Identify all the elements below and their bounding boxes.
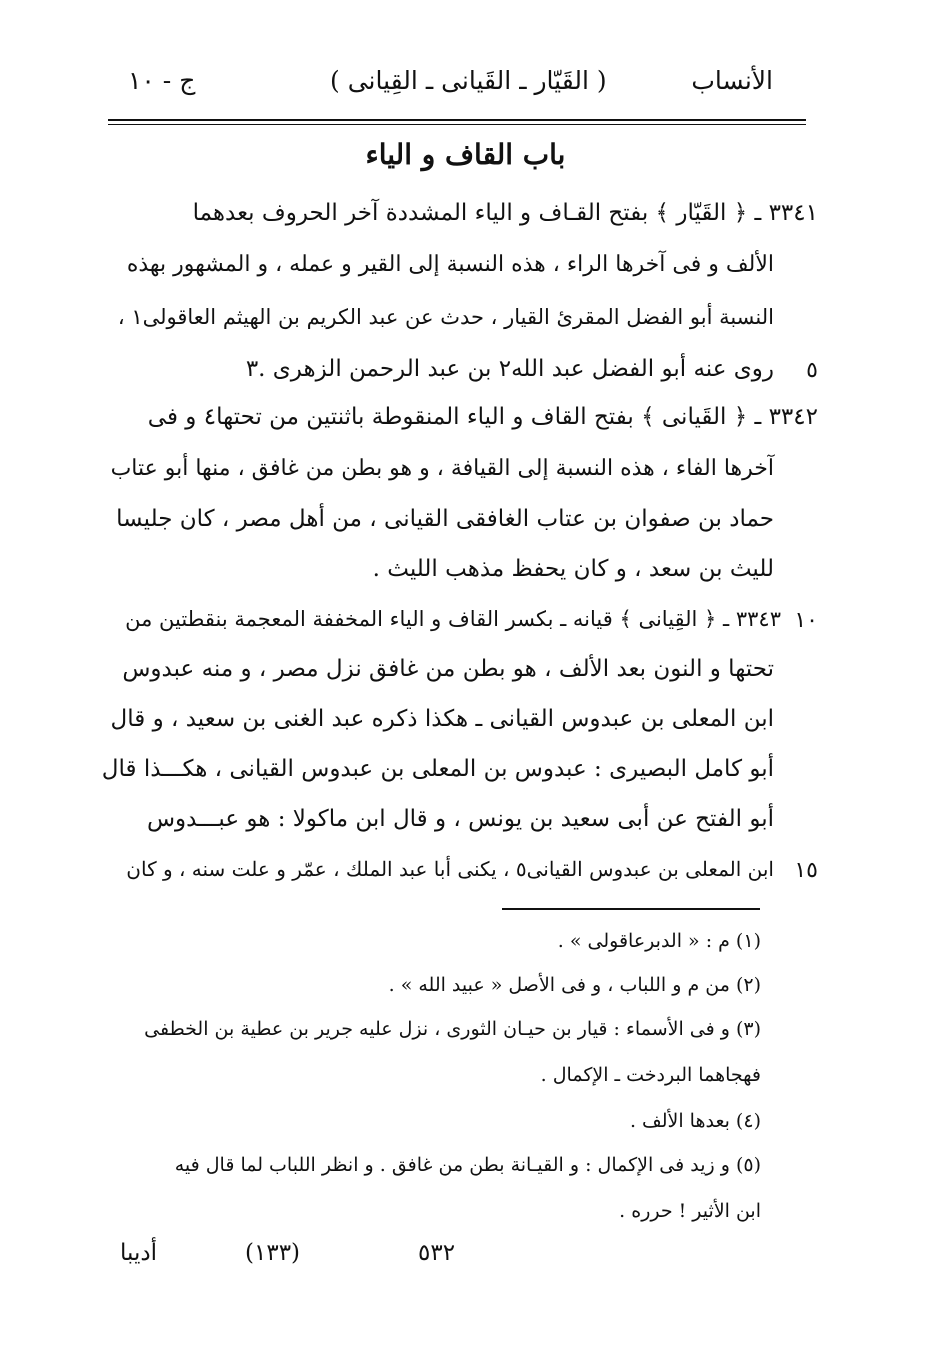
entry-3343-line-1: ٣٣٤٣ ـ ﴿ القِيانى ﴾ قيانه ـ بكسر القاف و الياء المخففة المعجمة بنقطتين من	[125, 607, 781, 631]
entry-3341-line-3: النسبة أبو الفضل المقرئ القيار ، حدث عن عبد الكريم بن الهيثم العاقولى١ ،	[117, 305, 774, 329]
entry-3343-line-4: أبو كامل البصيرى : عبدوس بن المعلى بن عبدوس القيانى ، هكـــذا قال	[101, 756, 774, 782]
footer-signature: أديبا	[120, 1240, 157, 1266]
volume-number: ج - ١٠	[128, 66, 196, 95]
footnote-rule	[502, 908, 760, 910]
section-title: باب القاف و الياء	[365, 138, 566, 171]
footnote-3-continued: فهجاهما البردخت ـ الإكمال .	[540, 1064, 761, 1086]
page-number: ٥٣٢	[418, 1240, 456, 1266]
book-title: الأنساب	[691, 66, 773, 95]
footnote-5-continued: ابن الأثير ! حرره .	[619, 1200, 761, 1222]
entry-3343-line-3: ابن المعلى بن عبدوس القيانى ـ هكذا ذكره عبد الغنى بن سعيد ، و قال	[110, 706, 774, 732]
line-number-10: ١٠	[794, 608, 818, 633]
entry-3341-line-2: الألف و فى آخرها الراء ، هذه النسبة إلى القير و عمله ، و المشهور بهذه	[126, 252, 774, 277]
header-rule-bottom	[108, 124, 806, 125]
footnote-5: (٥) و زيد فى الإكمال : و القيـانة بطن من غافق . و انظر اللباب لما قال فيه	[174, 1154, 761, 1176]
entry-3343-line-5: أبو الفتح عن أبى سعيد بن يونس ، و قال ابن ماكولا : هو عبـــدوس	[146, 806, 774, 832]
footnote-4: (٤) بعدها الألف .	[629, 1110, 761, 1132]
footer-sheet-number: (١٣٣)	[245, 1240, 301, 1266]
entry-3343-line-6: ابن المعلى بن عبدوس القيانى٥ ، يكنى أبا عبد الملك ، عمّر و علت سنه ، و كان	[126, 857, 774, 881]
entry-3342-line-2: آخرها الفاء ، هذه النسبة إلى القيافة ، و هو بطن من غافق ، منها أبو عتاب	[110, 456, 774, 481]
footnote-3: (٣) و فى الأسماء : قيار بن حيـان الثورى ، نزل عليه جرير بن عطية بن الخطفى	[144, 1018, 761, 1040]
entry-3342-line-3: حماد بن صفوان بن عتاب الغافقى القيانى ، من أهل مصر ، كان جليسا	[116, 506, 774, 532]
line-number-15: ١٥	[794, 858, 818, 883]
entry-3342-line-1: ٣٣٤٢ ـ ﴿ القَيانى ﴾ بفتح القاف و الياء المنقوطة باثنتين من تحتها٤ و فى	[147, 404, 818, 430]
footnote-2: (٢) من م و اللباب ، و فى الأصل « عبيد الله » .	[388, 974, 761, 996]
header-rule-top	[108, 119, 806, 121]
entry-3341-line-1: ٣٣٤١ ـ ﴿ القَيّار ﴾ بفتح القـاف و الياء المشددة آخر الحروف بعدهما	[192, 200, 818, 226]
entry-3342-line-4: لليث بن سعد ، و كان يحفظ مذهب الليث .	[372, 556, 774, 582]
running-title: ( القَيّار ـ القَيانى ـ القِيانى )	[330, 66, 607, 95]
line-number-5: ٥	[806, 358, 818, 383]
footnote-1: (١) م : « الدبرعاقولى » .	[557, 930, 761, 952]
entry-3341-line-4: روى عنه أبو الفضل عبد الله٢ بن عبد الرحمن الزهرى .٣	[245, 356, 774, 382]
entry-3343-line-2: تحتها و النون بعد الألف ، هو بطن من غافق نزل مصر ، و منه عبدوس	[122, 656, 774, 682]
